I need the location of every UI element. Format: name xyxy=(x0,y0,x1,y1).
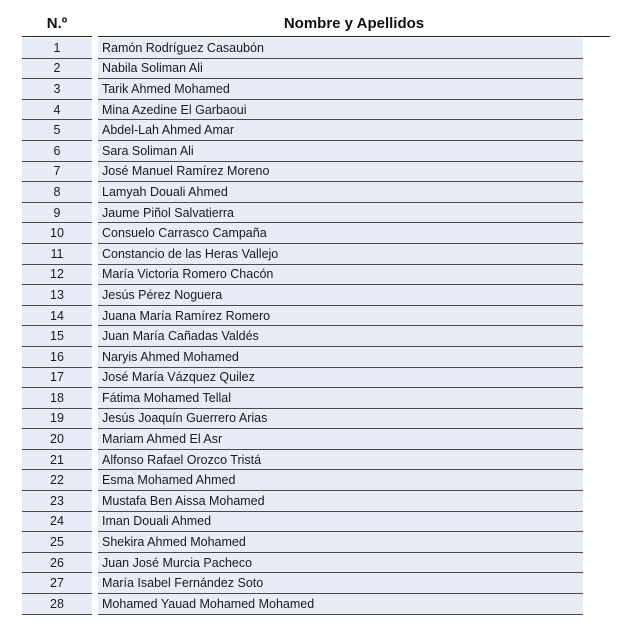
table-row xyxy=(22,450,610,471)
row-number: 19 xyxy=(22,409,92,430)
row-number: 12 xyxy=(22,265,92,286)
row-full-name: Shekira Ahmed Mohamed xyxy=(98,532,583,553)
row-number: 22 xyxy=(22,470,92,491)
row-full-name: Jesús Joaquín Guerrero Arias xyxy=(98,409,583,430)
row-number: 23 xyxy=(22,491,92,512)
row-full-name: Juana María Ramírez Romero xyxy=(98,306,583,327)
table-row xyxy=(22,491,610,512)
row-full-name: Juan José Murcia Pacheco xyxy=(98,553,583,574)
row-number: 2 xyxy=(22,59,92,80)
row-number: 8 xyxy=(22,182,92,203)
table-row xyxy=(22,100,610,121)
row-number: 7 xyxy=(22,162,92,183)
row-number: 25 xyxy=(22,532,92,553)
row-full-name: Consuelo Carrasco Campaña xyxy=(98,223,583,244)
table-row xyxy=(22,38,610,59)
row-full-name: Tarik Ahmed Mohamed xyxy=(98,79,583,100)
row-full-name: Juan María Cañadas Valdés xyxy=(98,326,583,347)
table-row xyxy=(22,265,610,286)
table-row xyxy=(22,306,610,327)
row-full-name: Lamyah Douali Ahmed xyxy=(98,182,583,203)
row-full-name: María Isabel Fernández Soto xyxy=(98,573,583,594)
row-full-name: Mariam Ahmed El Asr xyxy=(98,429,583,450)
row-number: 13 xyxy=(22,285,92,306)
row-number: 28 xyxy=(22,594,92,615)
row-number: 9 xyxy=(22,203,92,224)
row-full-name: Jesús Pérez Noguera xyxy=(98,285,583,306)
row-number: 17 xyxy=(22,368,92,389)
row-number: 4 xyxy=(22,100,92,121)
table-row xyxy=(22,244,610,265)
table-row xyxy=(22,368,610,389)
row-full-name: María Victoria Romero Chacón xyxy=(98,265,583,286)
table-row xyxy=(22,326,610,347)
table-row xyxy=(22,347,610,368)
column-header-name: Nombre y Apellidos xyxy=(98,15,610,37)
row-full-name: Mina Azedine El Garbaoui xyxy=(98,100,583,121)
row-number: 1 xyxy=(22,38,92,59)
table-row xyxy=(22,79,610,100)
table-row xyxy=(22,388,610,409)
row-full-name: Alfonso Rafael Orozco Tristá xyxy=(98,450,583,471)
table-row xyxy=(22,573,610,594)
table-row xyxy=(22,141,610,162)
row-full-name: Mohamed Yauad Mohamed Mohamed xyxy=(98,594,583,615)
table-row xyxy=(22,59,610,80)
row-number: 21 xyxy=(22,450,92,471)
row-full-name: Iman Douali Ahmed xyxy=(98,512,583,533)
row-number: 10 xyxy=(22,223,92,244)
table-row xyxy=(22,203,610,224)
row-full-name: José Manuel Ramírez Moreno xyxy=(98,162,583,183)
row-full-name: Constancio de las Heras Vallejo xyxy=(98,244,583,265)
row-number: 24 xyxy=(22,512,92,533)
table-row xyxy=(22,470,610,491)
table-row xyxy=(22,182,610,203)
table-row xyxy=(22,285,610,306)
row-number: 27 xyxy=(22,573,92,594)
table-row xyxy=(22,512,610,533)
row-number: 3 xyxy=(22,79,92,100)
row-full-name: Abdel-Lah Ahmed Amar xyxy=(98,120,583,141)
row-number: 15 xyxy=(22,326,92,347)
row-full-name: Fátima Mohamed Tellal xyxy=(98,388,583,409)
row-number: 18 xyxy=(22,388,92,409)
row-full-name: Naryis Ahmed Mohamed xyxy=(98,347,583,368)
table-row xyxy=(22,429,610,450)
row-number: 20 xyxy=(22,429,92,450)
row-number: 14 xyxy=(22,306,92,327)
row-number: 26 xyxy=(22,553,92,574)
row-full-name: Esma Mohamed Ahmed xyxy=(98,470,583,491)
row-number: 6 xyxy=(22,141,92,162)
table-row xyxy=(22,594,610,615)
table-row xyxy=(22,120,610,141)
column-header-number: N.º xyxy=(22,15,92,37)
row-number: 5 xyxy=(22,120,92,141)
table-row xyxy=(22,162,610,183)
table-header xyxy=(22,13,610,37)
row-full-name: Jaume Piñol Salvatierra xyxy=(98,203,583,224)
row-full-name: Ramón Rodríguez Casaubón xyxy=(98,38,583,59)
members-table xyxy=(22,13,610,615)
table-row xyxy=(22,223,610,244)
row-number: 16 xyxy=(22,347,92,368)
row-number: 11 xyxy=(22,244,92,265)
row-full-name: Mustafa Ben Aissa Mohamed xyxy=(98,491,583,512)
table-row xyxy=(22,532,610,553)
table-body xyxy=(22,38,610,615)
row-full-name: Nabila Soliman Ali xyxy=(98,59,583,80)
table-row xyxy=(22,553,610,574)
row-full-name: José María Vázquez Quilez xyxy=(98,368,583,389)
table-row xyxy=(22,409,610,430)
row-full-name: Sara Soliman Ali xyxy=(98,141,583,162)
